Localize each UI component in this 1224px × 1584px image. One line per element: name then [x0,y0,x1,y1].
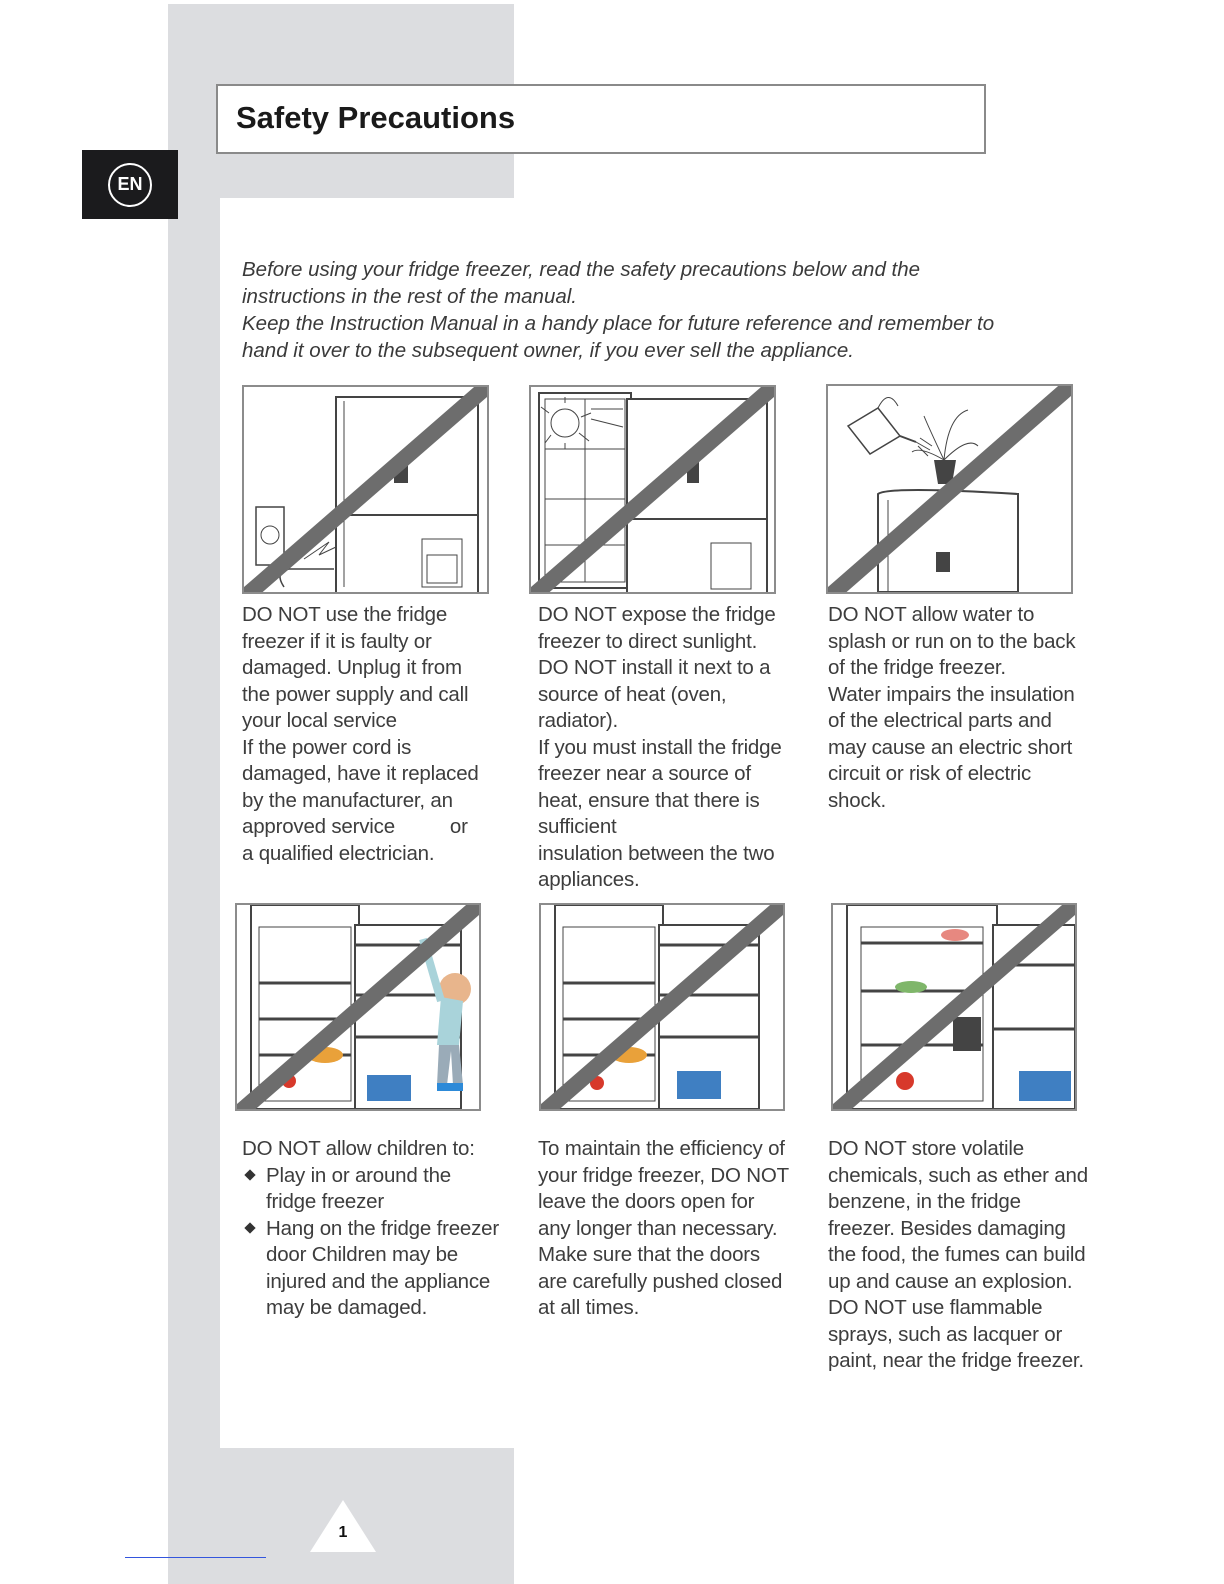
caption-line: radiator). [538,709,619,732]
bullet-diamond-icon [244,1222,255,1233]
bullet-diamond-icon [244,1169,255,1180]
title-box [216,84,986,154]
intro-line: Before using your fridge freezer, read the safety precautions below and the [242,258,921,281]
caption-line: To maintain the efficiency of [538,1137,785,1160]
caption-line: freezer near a source of [538,762,751,785]
caption-line: the food, the fumes can build [828,1243,1086,1266]
panel-1-caption [242,602,512,867]
panel-3-caption [828,602,1113,814]
bullet-line: may be damaged. [266,1296,428,1319]
caption-line: freezer. Besides damaging [828,1216,1066,1240]
caption-line: at all times. [538,1296,640,1319]
bullet-line: injured and the appliance [266,1269,491,1293]
caption-line: sprays, such as lacquer or [828,1322,1063,1346]
caption-line: paint, near the fridge freezer. [828,1349,1084,1372]
panel-5-caption [538,1136,818,1322]
caption-line: Make sure that the doors [538,1243,760,1266]
page-title: Safety Precautions [236,100,516,135]
caption-line: heat, ensure that there is [538,788,760,812]
intro-line: instructions in the rest of the manual. [242,285,578,308]
caption-line: chemicals, such as ether and [828,1163,1088,1187]
caption-line: DO NOT allow water to [828,603,1035,626]
caption-line: benzene, in the fridge [828,1190,1021,1213]
caption-line: DO NOT allow children to: [242,1137,475,1160]
panel-6-caption [828,1136,1118,1375]
footer-link-underline [125,1557,266,1558]
caption-line: appliances. [538,868,640,891]
caption-line: insulation between the two [538,841,775,865]
children-bullet-list [242,1163,512,1322]
fridge-sunlight-icon [529,385,776,594]
caption-line: If the power cord is [242,735,412,759]
caption-line: damaged, have it replaced [242,762,479,785]
caption-line: circuit or risk of electric [828,762,1032,785]
caption-line: your local service [242,709,397,732]
caption-line: DO NOT store volatile [828,1137,1024,1160]
caption-line: source of heat (oven, [538,682,727,706]
caption-line: the power supply and call [242,682,469,706]
panel-2-caption [538,602,813,894]
panel-4-caption [242,1136,512,1322]
bullet-line: fridge freezer [266,1190,384,1213]
intro-paragraph [242,256,1012,364]
fridge-volatile-chemicals-icon [831,903,1077,1111]
page-number: 1 [338,1524,348,1541]
caption-line: a qualified electrician. [242,841,435,865]
fridge-child-climbing-icon [235,903,481,1111]
caption-line: If you must install the fridge [538,735,782,759]
caption-line: splash or run on to the back [828,629,1076,653]
list-item [242,1163,512,1216]
bullet-line: Hang on the fridge freezer [266,1216,499,1240]
fridge-faulty-socket-icon [242,385,489,594]
bullet-line: door Children may be [266,1243,458,1266]
caption-line: leave the doors open for [538,1190,755,1213]
language-badge: EN [108,163,152,207]
caption-line: Water impairs the insulation [828,682,1075,706]
fridge-door-open-icon [539,903,785,1111]
language-tab [82,150,178,219]
caption-line: freezer if it is faulty or [242,629,432,653]
caption-line: of the fridge freezer. [828,656,1006,679]
caption-line: may cause an electric short [828,735,1073,759]
caption-line: DO NOT install it next to a [538,656,771,679]
caption-line: up and cause an explosion. [828,1269,1073,1293]
caption-line: sufficient [538,815,617,838]
caption-line: damaged. Unplug it from [242,656,462,679]
caption-line: by the manufacturer, an [242,788,453,812]
caption-line: freezer to direct sunlight. [538,629,758,653]
caption-line: DO NOT expose the fridge [538,603,776,626]
intro-line: Keep the Instruction Manual in a handy place for future reference and remember to [242,312,995,335]
caption-line: any longer than necessary. [538,1216,778,1240]
fridge-water-splash-icon [826,384,1073,594]
caption-line: shock. [828,788,887,812]
caption-line: are carefully pushed closed [538,1269,783,1293]
bullet-line: Play in or around the [266,1163,451,1187]
caption-line: DO NOT use the fridge [242,603,448,626]
caption-line: approved service or [242,815,468,838]
intro-line: hand it over to the subsequent owner, if you ever sell the appliance. [242,339,854,362]
caption-line: your fridge freezer, DO NOT [538,1163,789,1187]
caption-line: DO NOT use flammable [828,1296,1043,1319]
caption-line: of the electrical parts and [828,709,1052,732]
list-item [242,1216,512,1322]
